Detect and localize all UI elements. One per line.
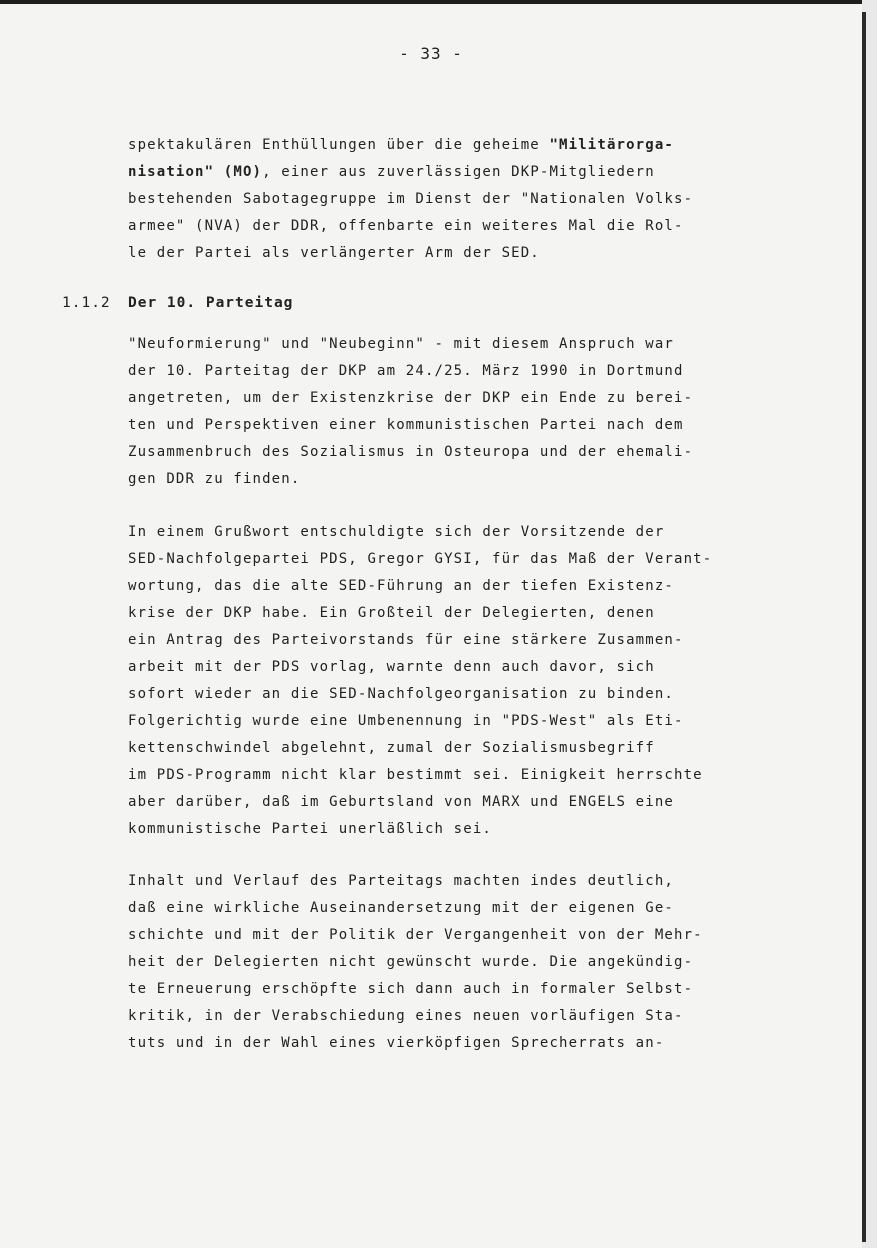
- bold-term: nisation" (MO): [128, 164, 263, 180]
- text-run: spektakulären Enthüllungen über die geheime: [128, 137, 550, 153]
- paragraph-3-line: ein Antrag des Parteivorstands für eine stärkere Zusammen-: [128, 632, 684, 648]
- paragraph-2-line: Zusammenbruch des Sozialismus in Osteuropa und der ehemali-: [128, 444, 694, 460]
- paragraph-4-line: heit der Delegierten nicht gewünscht wurde. Die angekündig-: [128, 954, 694, 970]
- paragraph-4-line: te Erneuerung erschöpfte sich dann auch in formaler Selbst-: [128, 981, 694, 997]
- page-number: - 33 -: [399, 44, 463, 63]
- text-run: , einer aus zuverlässigen DKP-Mitgliedern: [262, 164, 655, 180]
- section-title: Der 10. Parteitag: [128, 295, 294, 311]
- paragraph-3-line: aber darüber, daß im Geburtsland von MARX und ENGELS eine: [128, 794, 674, 810]
- paragraph-1-line-5: le der Partei als verlängerter Arm der SED.: [128, 245, 540, 261]
- paragraph-3-line: im PDS-Programm nicht klar bestimmt sei. Einigkeit herrschte: [128, 767, 703, 783]
- paragraph-2-line: der 10. Parteitag der DKP am 24./25. März 1990 in Dortmund: [128, 363, 684, 379]
- paragraph-2-line: angetreten, um der Existenzkrise der DKP ein Ende zu berei-: [128, 390, 694, 406]
- paragraph-2: [128, 331, 788, 493]
- section-number: 1.1.2: [62, 295, 111, 311]
- page-top-edge: [0, 0, 862, 4]
- bold-term: "Militärorga-: [549, 137, 674, 153]
- paragraph-4-line: Inhalt und Verlauf des Parteitags machten indes deutlich,: [128, 873, 674, 889]
- paragraph-3-line: Folgerichtig wurde eine Umbenennung in "PDS-West" als Eti-: [128, 713, 684, 729]
- paragraph-2-line: ten und Perspektiven einer kommunistischen Partei nach dem: [128, 417, 684, 433]
- paragraph-3-line: kettenschwindel abgelehnt, zumal der Sozialismusbegriff: [128, 740, 655, 756]
- paragraph-3-line: wortung, das die alte SED-Führung an der tiefen Existenz-: [128, 578, 674, 594]
- paragraph-3-line: sofort wieder an die SED-Nachfolgeorganisation zu binden.: [128, 686, 674, 702]
- paragraph-3-line: In einem Grußwort entschuldigte sich der Vorsitzende der: [128, 524, 665, 540]
- paragraph-3-line: krise der DKP habe. Ein Großteil der Delegierten, denen: [128, 605, 655, 621]
- paragraph-4-line: kritik, in der Verabschiedung eines neuen vorläufigen Sta-: [128, 1008, 684, 1024]
- paragraph-3-line: arbeit mit der PDS vorlag, warnte denn auch davor, sich: [128, 659, 655, 675]
- paragraph-1-line-1: [128, 132, 788, 159]
- paragraph-3: [128, 519, 788, 843]
- paragraph-2-line: "Neuformierung" und "Neubeginn" - mit diesem Anspruch war: [128, 336, 674, 352]
- paragraph-4-line: tuts und in der Wahl eines vierköpfigen Sprecherrats an-: [128, 1035, 665, 1051]
- paragraph-2-line: gen DDR zu finden.: [128, 471, 301, 487]
- paragraph-4-line: daß eine wirkliche Auseinandersetzung mit der eigenen Ge-: [128, 900, 674, 916]
- paragraph-4: [128, 868, 788, 1057]
- paragraph-4-line: schichte und mit der Politik der Vergangenheit von der Mehr-: [128, 927, 703, 943]
- paragraph-1-line-2: [128, 159, 788, 186]
- paragraph-1-line-3: bestehenden Sabotagegruppe im Dienst der "Nationalen Volks-: [128, 191, 694, 207]
- paragraph-3-line: SED-Nachfolgepartei PDS, Gregor GYSI, für das Maß der Verant-: [128, 551, 713, 567]
- paragraph-1: [128, 132, 788, 267]
- page-right-edge: [862, 12, 866, 1242]
- paragraph-3-line: kommunistische Partei unerläßlich sei.: [128, 821, 492, 837]
- paragraph-1-line-4: armee" (NVA) der DDR, offenbarte ein weiteres Mal die Rol-: [128, 218, 684, 234]
